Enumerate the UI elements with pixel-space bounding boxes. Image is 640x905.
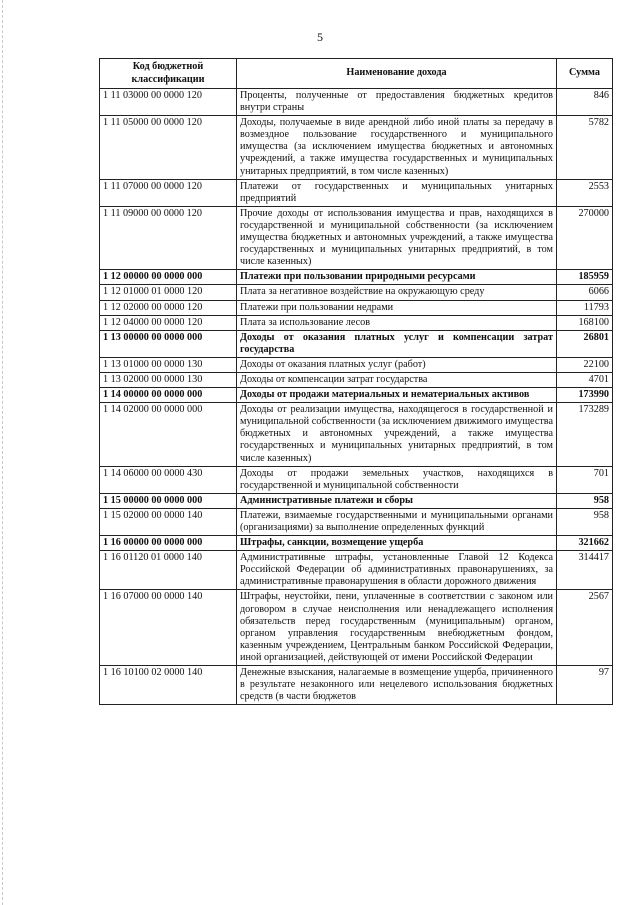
row-name: Доходы от оказания платных услуг (работ) [237,357,557,372]
table-row [100,315,613,330]
row-code: 1 16 00000 00 0000 000 [100,536,237,551]
table-row [100,493,613,508]
table-header-row [100,59,613,89]
table-row [100,666,613,705]
table-row [100,179,613,206]
table-row [100,330,613,357]
row-code: 1 12 00000 00 0000 000 [100,270,237,285]
table-row [100,466,613,493]
table-row [100,270,613,285]
row-code: 1 16 07000 00 0000 140 [100,590,237,666]
row-code: 1 11 05000 00 0000 120 [100,116,237,179]
table-row [100,590,613,666]
row-code: 1 11 09000 00 0000 120 [100,206,237,269]
row-sum: 701 [557,466,613,493]
row-code: 1 15 00000 00 0000 000 [100,493,237,508]
row-name: Доходы от компенсации затрат государства [237,372,557,387]
row-sum: 2553 [557,179,613,206]
row-name: Платежи при пользовании природными ресурсами [237,270,557,285]
table-row [100,508,613,535]
row-sum: 4701 [557,372,613,387]
scan-edge-line [2,0,4,905]
table-row [100,372,613,387]
table-row [100,551,613,590]
row-sum: 173289 [557,403,613,466]
row-sum: 958 [557,493,613,508]
row-code: 1 13 02000 00 0000 130 [100,372,237,387]
table-row [100,357,613,372]
row-name: Проценты, полученные от предоставления бюджетных кредитов внутри страны [237,89,557,116]
row-sum: 958 [557,508,613,535]
table-row [100,536,613,551]
row-sum: 173990 [557,388,613,403]
row-code: 1 14 06000 00 0000 430 [100,466,237,493]
row-name: Платежи, взимаемые государственными и муниципальными органами (организациями) за выполнение определенных функций [237,508,557,535]
row-name: Прочие доходы от использования имущества и прав, находящихся в государственной и муниципальной собственности (за исключением имущества бюджетных и автономных учреждений, а также имущества государственных и муниципальных унитарных предприятий, в том числе казенных) [237,206,557,269]
row-sum: 321662 [557,536,613,551]
table-row [100,285,613,300]
row-code: 1 16 10100 02 0000 140 [100,666,237,705]
row-name: Доходы от оказания платных услуг и компенсации затрат государства [237,330,557,357]
row-code: 1 14 02000 00 0000 000 [100,403,237,466]
row-code: 1 13 01000 00 0000 130 [100,357,237,372]
row-name: Доходы от реализации имущества, находящегося в государственной и муниципальной собственности (за исключением движимого имущества бюджетных и автономных учреждений, а также имущества государственных и муниципальных унитарных предприятий, в том числе казенных) [237,403,557,466]
table-body [100,89,613,705]
row-sum: 185959 [557,270,613,285]
page-number: 5 [317,30,323,44]
row-code: 1 15 02000 00 0000 140 [100,508,237,535]
row-name: Административные штрафы, установленные Главой 12 Кодекса Российской Федерации об административных правонарушениях, за административные правонарушения в области дорожного движения [237,551,557,590]
row-sum: 2567 [557,590,613,666]
row-sum: 6066 [557,285,613,300]
income-table [99,58,613,705]
row-name: Доходы от продажи земельных участков, находящихся в государственной и муниципальной собственности [237,466,557,493]
row-sum: 22100 [557,357,613,372]
header-code: Код бюджетной классификации [100,59,237,89]
row-sum: 846 [557,89,613,116]
row-sum: 168100 [557,315,613,330]
header-name: Наименование дохода [237,59,557,89]
row-name: Доходы, получаемые в виде арендной либо иной платы за передачу в возмездное пользование государственного и муниципального имущества (за исключением имущества бюджетных и автономных учреждений, а также имущества государственных и муниципальных унитарных предприятий, в том числе казенных) [237,116,557,179]
row-sum: 26801 [557,330,613,357]
row-code: 1 16 01120 01 0000 140 [100,551,237,590]
table-row [100,206,613,269]
row-sum: 5782 [557,116,613,179]
row-name: Штрафы, неустойки, пени, уплаченные в соответствии с законом или договором в случае неисполнения или ненадлежащего исполнения обязательств перед государственным (муниципальным) органом, органом управления государственным внебюджетным фондом, казенным учреждением, Центральным банком Российской Федерации, иной организацией, действующей от имени Российской Федерации [237,590,557,666]
row-sum: 270000 [557,206,613,269]
table-row [100,116,613,179]
row-name: Доходы от продажи материальных и нематериальных активов [237,388,557,403]
row-name: Денежные взыскания, налагаемые в возмещение ущерба, причиненного в результате незаконного или нецелевого использования бюджетных средств (в части бюджетов [237,666,557,705]
row-sum: 97 [557,666,613,705]
row-code: 1 14 00000 00 0000 000 [100,388,237,403]
row-code: 1 11 03000 00 0000 120 [100,89,237,116]
table-row [100,403,613,466]
row-code: 1 13 00000 00 0000 000 [100,330,237,357]
row-name: Плата за использование лесов [237,315,557,330]
row-name: Штрафы, санкции, возмещение ущерба [237,536,557,551]
row-code: 1 12 02000 00 0000 120 [100,300,237,315]
row-name: Плата за негативное воздействие на окружающую среду [237,285,557,300]
row-code: 1 11 07000 00 0000 120 [100,179,237,206]
header-sum: Сумма [557,59,613,89]
row-sum: 314417 [557,551,613,590]
table-row [100,300,613,315]
row-name: Платежи от государственных и муниципальных унитарных предприятий [237,179,557,206]
table-row [100,388,613,403]
row-name: Платежи при пользовании недрами [237,300,557,315]
row-code: 1 12 04000 00 0000 120 [100,315,237,330]
row-sum: 11793 [557,300,613,315]
row-name: Административные платежи и сборы [237,493,557,508]
table-row [100,89,613,116]
row-code: 1 12 01000 01 0000 120 [100,285,237,300]
